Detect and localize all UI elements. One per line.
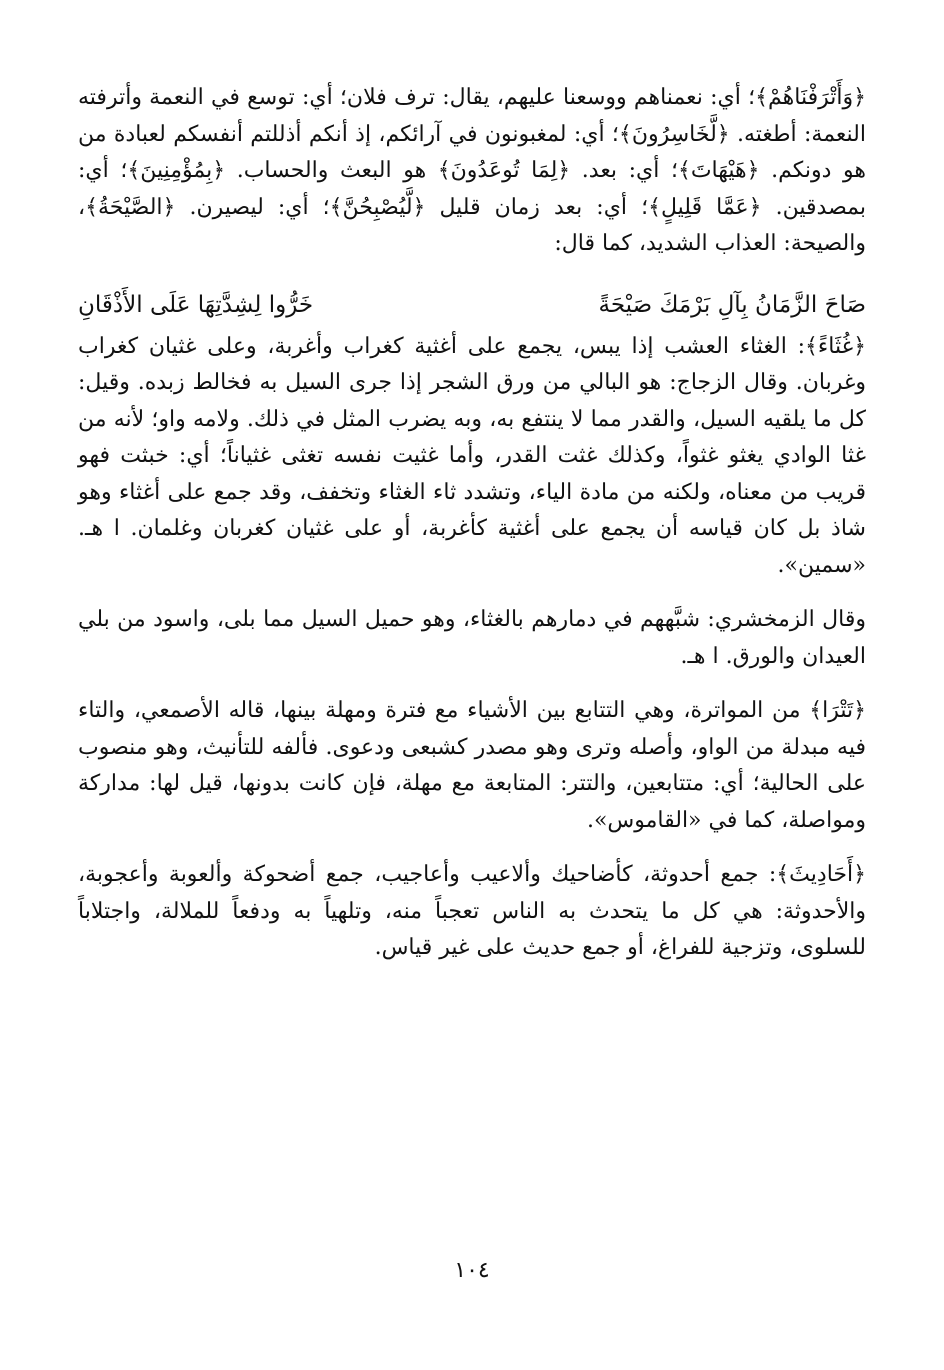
paragraph-ghuthaa: ﴿غُثَاءً﴾: الغثاء العشب إذا يبس، يجمع على أغثية كغراب وأغربة، وعلى غثيان كغراب وغربان. وقال الزجاج: هو البالي من ورق الشجر إذا جرى السيل به فخالط زبده. وقيل: كل ما يلقيه السيل، والقدر مما لا ينتفع به، وبه يضرب المثل في ذلك. ولامه واو؛ لأنه من غثا الوادي يغثو غثواً، وكذلك غثت القدر، وأما غثيت نفسه تغثى غثياناً؛ أي: خبثت فهو قريب من معناه، ولكنه من مادة الياء، وتشدد ثاء الغثاء وتخفف، وقد جمع على أغثاء وهو شاذ بل كان قياسه أن يجمع على أغثية كأغربة، أو على غثيان كغربان وغلمان. ا هـ. «سمين». (78, 333, 866, 578)
page-number: ١٠٤ (454, 1258, 490, 1283)
poetry-verse (78, 287, 866, 323)
paragraph-zamakhshari: وقال الزمخشري: شبَّههم في دمارهم بالغثاء، وهو حميل السيل مما بلى، واسود من بلي العيدان والورق. ا هـ. (78, 607, 866, 669)
paragraph-ahadith: ﴿أَحَادِيثَ﴾: جمع أحدوثة، كأضاحيك وألاعيب وأعاجيب، جمع أضحوكة وألعوبة وأعجوبة، والأحدوثة: هي كل ما يتحدث به الناس تعجباً منه، وتلهياً به ودفعاً للملالة، واجتلاباً للسلوى، وتزجية للفراغ، أو جمع حديث على غير قياس. (78, 862, 866, 960)
verse-second-hemistich: خَرُّوا لِشِدَّتِهَا عَلَى الأَذْقَانِ (78, 291, 314, 318)
paragraph-tatra: ﴿تَتْرَا﴾ من المواترة، وهي التتابع بين الأشياء مع فترة ومهلة بينها، قاله الأصمعي، والتاء فيه مبدلة من الواو، وأصله وترى وهو مصدر كشبعى ودعوى. فألفه للتأنيث، وهو منصوب على الحالية؛ أي: متتابعين، والتتر: المتابعة مع مهلة، فإن كانت بدونها، قيل لها: مداركة ومواصلة، كما في «القاموس». (78, 698, 866, 833)
verse-first-hemistich: صَاحَ الزَّمَانُ بِآلِ بَرْمَكَ صَيْحَةً (598, 291, 866, 318)
paragraph-vocabulary-intro: ﴿وَأَتْرَفْنَاهُمْ﴾؛ أي: نعمناهم ووسعنا عليهم، يقال: ترف فلان؛ أي: توسع في النعمة وأترفته النعمة: أطغته. ﴿لَّخَاسِرُونَ﴾؛ أي: لمغبونون في آرائكم، إذ أنكم أذللتم أنفسكم لعبادة من هو دونكم. ﴿هَيْهَاتَ﴾؛ أي: بعد. ﴿لِمَا تُوعَدُونَ﴾ هو البعث والحساب. ﴿بِمُؤْمِنِينَ﴾؛ أي: بمصدقين. ﴿عَمَّا قَلِيلٍ﴾؛ أي: بعد زمان قليل ﴿لَّيُصْبِحُنَّ﴾؛ أي: ليصيرن. ﴿الصَّيْحَةُ﴾، والصيحة: العذاب الشديد، كما قال: (78, 85, 866, 256)
